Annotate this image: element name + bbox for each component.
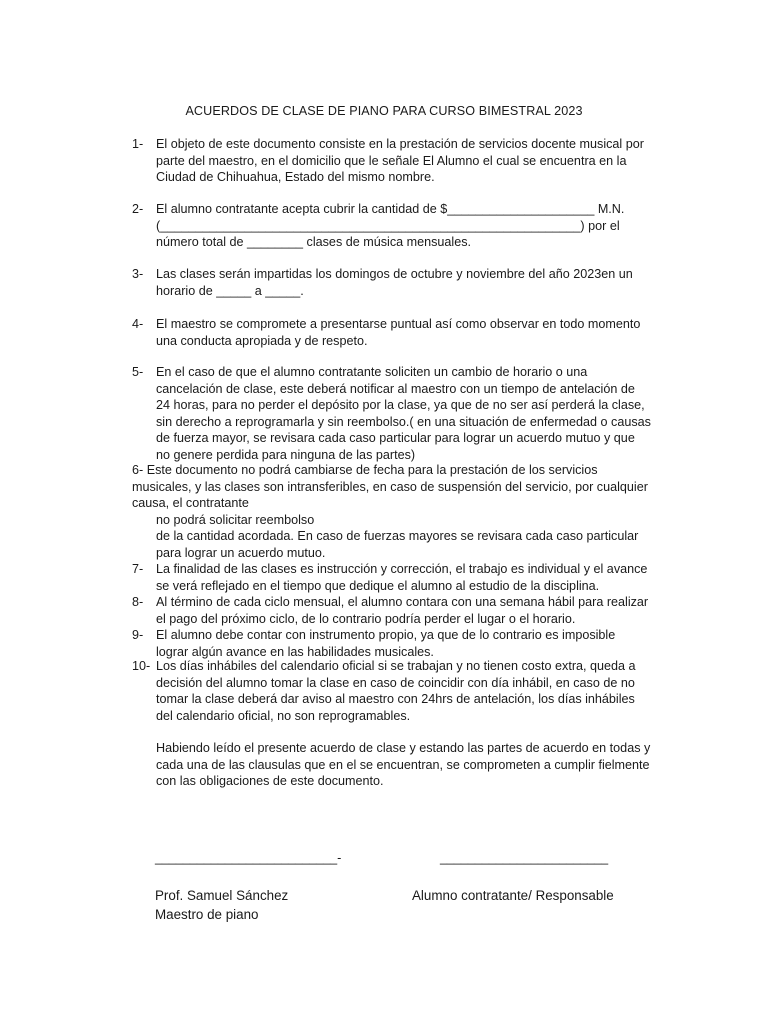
clause-4 [132,316,664,349]
clause-line: Ciudad de Chihuahua, Estado del mismo nombre. [156,170,435,184]
clause-number: 2- [132,202,144,216]
clause-line: del calendario oficial, no son reprogramables. [156,708,411,723]
closing-line: cada una de las clausulas que en el se encuentran, se comprometen a cumplir fielmente [156,757,650,772]
clause-8 [132,594,664,627]
clause-line: cancelación de clase, este deberá notificar al maestro con un tiempo de antelación de [156,381,635,396]
clause-9 [132,627,664,660]
teacher-role: Maestro de piano [155,907,259,922]
clause-line: El alumno debe contar con instrumento propio, ya que de lo contrario es imposible [156,628,616,642]
clause-line: no genere perdida para ninguna de las partes) [156,447,416,462]
clause-number: 1- [132,137,144,151]
clause-line: no podrá solicitar reembolso [156,512,315,527]
clause-number: 5- [132,365,144,379]
clause-line: sin derecho a reprogramarla y sin reembolso.( en una situación de enfermedad o causas [156,414,651,429]
clause-line: parte del maestro, en el domicilio que le señale El Alumno el cual se encuentra en la [156,153,627,168]
clause-10 [132,658,664,724]
clause-line: número total de ________ clases de música mensuales. [156,235,472,249]
teacher-name: Prof. Samuel Sánchez [155,888,289,903]
clause-line: horario de _____ a _____. [156,283,304,298]
clause-line: 24 horas, para no perder el depósito por la clase, ya que de no ser así perderá la clase, [156,398,645,412]
clause-number: 3- [132,267,144,281]
document-title: ACUERDOS DE CLASE DE PIANO PARA CURSO BIMESTRAL 2023 [185,104,583,118]
clause-line: (____________________________________________________________) por el [156,218,620,233]
clause-2 [132,201,664,251]
clause-line: Las clases serán impartidas los domingos de octubre y noviembre del año 2023en un [156,267,633,281]
clause-number: 10- [132,659,151,673]
student-signature-line: ________________________ [440,851,609,865]
clause-line: La finalidad de las clases es instrucción y corrección, el trabajo es individual y el avance [156,562,648,576]
clause-5 [132,364,664,463]
clause-line: una conducta apropiada y de respeto. [156,333,368,348]
clause-line: de fuerza mayor, se revisara cada caso particular para lograr un acuerdo mutuo y que [156,431,635,445]
student-label: Alumno contratante/ Responsable [412,888,614,903]
clause-line: En el caso de que el alumno contratante soliciten un cambio de horario o una [156,365,588,379]
clause-line: se verá reflejado en el tiempo que dedique el alumno al estudio de la disciplina. [156,578,600,593]
clause-3 [132,266,664,299]
closing-line: con las obligaciones de este documento. [156,774,384,788]
teacher-signature-line: __________________________- [155,851,342,865]
clause-line: El objeto de este documento consiste en la prestación de servicios docente musical por [156,137,644,151]
clause-number: 4- [132,317,144,331]
clause-number: 8- [132,595,144,609]
clause-line: Los días inhábiles del calendario oficial si se trabajan y no tienen costo extra, queda a [156,659,636,673]
clause-line: de la cantidad acordada. En caso de fuerzas mayores se revisara cada caso particular [156,529,639,543]
clause-1 [132,136,664,186]
clause-line: Al término de cada ciclo mensual, el alumno contara con una semana hábil para realizar [156,595,649,609]
clause-line: El maestro se compromete a presentarse puntual así como observar en todo momento [156,317,641,331]
clause-line: musicales, y las clases son intransferibles, en caso de suspensión del servicio, por cualquier [132,479,648,494]
clause-line: 6- Este documento no podrá cambiarse de fecha para la prestación de los servicios [132,463,598,477]
clause-line: decisión del alumno tomar la clase en caso de coincidir con día inhábil, en caso de no [156,675,635,690]
clause-number: 9- [132,628,144,642]
clause-line: el pago del próximo ciclo, de lo contrario podría perder el lugar o el horario. [156,611,576,626]
closing-line: Habiendo leído el presente acuerdo de clase y estando las partes de acuerdo en todas y [156,741,651,755]
clause-line: para lograr un acuerdo mutuo. [156,545,326,560]
closing-paragraph [156,740,676,790]
clause-line: El alumno contratante acepta cubrir la cantidad de $_____________________ M.N. [156,202,625,216]
clause-number: 7- [132,562,144,576]
clause-line: lograr algún avance en las habilidades musicales. [156,644,434,659]
clause-line: causa, el contratante [132,496,249,510]
clause-7 [132,561,664,594]
clause-line: tomar la clase deberá dar aviso al maestro con 24hrs de antelación, los días inhábiles [156,692,635,706]
clause-6 [132,462,672,561]
